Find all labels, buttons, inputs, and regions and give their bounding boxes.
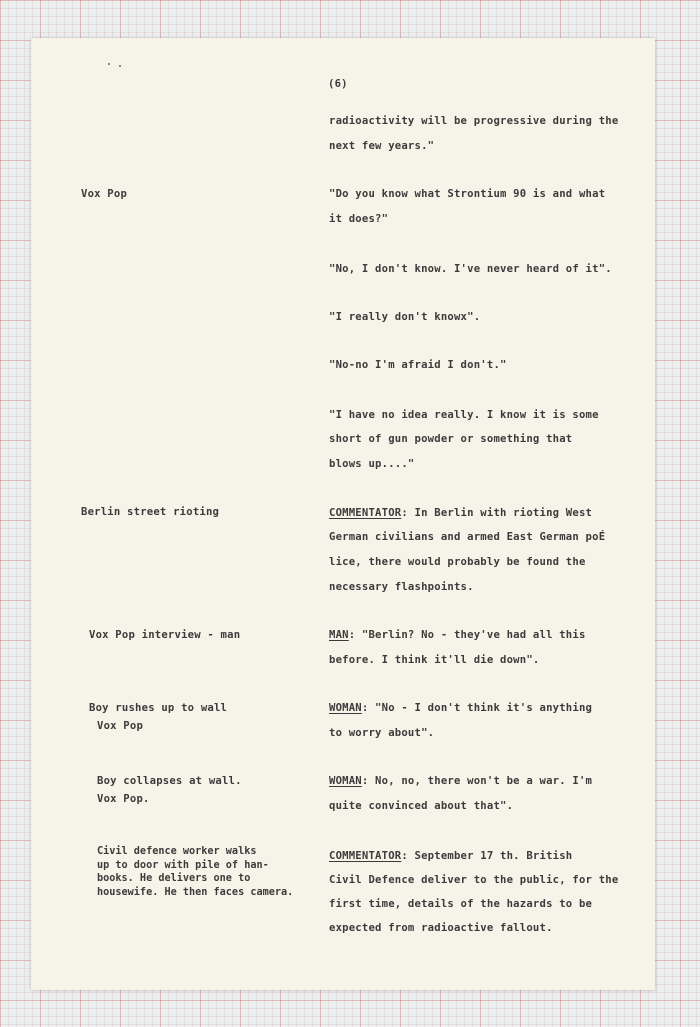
speaker-label: COMMENTATOR bbox=[329, 850, 402, 862]
dialogue-line: German civilians and armed East German poÉ bbox=[329, 531, 606, 543]
scene-direction: Boy collapses at wall. bbox=[97, 775, 242, 787]
dialogue-line: COMMENTATOR: In Berlin with rioting West bbox=[329, 507, 593, 519]
scene-direction: Berlin street rioting bbox=[81, 506, 220, 518]
ink-mark bbox=[119, 65, 121, 67]
speaker-label: MAN bbox=[329, 629, 349, 641]
dialogue-line: MAN: "Berlin? No - they've had all this bbox=[329, 629, 586, 641]
dialogue-line: Civil Defence deliver to the public, for the bbox=[329, 874, 619, 886]
speaker-label: WOMAN bbox=[329, 702, 362, 714]
dialogue-line: necessary flashpoints. bbox=[329, 581, 474, 593]
dialogue-line: it does?" bbox=[329, 213, 389, 225]
scene-direction: Civil defence worker walks up to door with pile of han- books. He delivers one to housewife. He then faces camera. bbox=[97, 846, 294, 898]
dialogue-line: "Do you know what Strontium 90 is and what bbox=[329, 188, 606, 200]
dialogue-line: to worry about". bbox=[329, 727, 435, 739]
dialogue-line: short of gun powder or something that bbox=[329, 433, 573, 445]
scene-direction: Vox Pop bbox=[81, 188, 128, 200]
dialogue-line: WOMAN: No, no, there won't be a war. I'm bbox=[329, 775, 593, 787]
dialogue-line: expected from radioactive fallout. bbox=[329, 922, 553, 934]
dialogue-line: next few years." bbox=[329, 140, 435, 152]
speaker-label: COMMENTATOR bbox=[329, 507, 402, 519]
scene-direction: Vox Pop. bbox=[97, 793, 150, 805]
dialogue-line: COMMENTATOR: September 17 th. British bbox=[329, 850, 573, 862]
dialogue-line: blows up...." bbox=[329, 458, 415, 470]
dialogue-line: quite convinced about that". bbox=[329, 800, 514, 812]
dialogue-line: radioactivity will be progressive during the bbox=[329, 115, 619, 127]
dialogue-line: "I have no idea really. I know it is some bbox=[329, 409, 599, 421]
scene-direction: Vox Pop interview - man bbox=[89, 629, 241, 641]
dialogue-line: "I really don't knowx". bbox=[329, 311, 481, 323]
dialogue-line: first time, details of the hazards to be bbox=[329, 898, 593, 910]
dialogue-line: before. I think it'll die down". bbox=[329, 654, 540, 666]
ink-mark bbox=[108, 63, 110, 65]
dialogue-line: "No, I don't know. I've never heard of it". bbox=[329, 263, 612, 275]
speaker-label: WOMAN bbox=[329, 775, 362, 787]
dialogue-line: "No-no I'm afraid I don't." bbox=[329, 359, 507, 371]
dialogue-line: lice, there would probably be found the bbox=[329, 556, 586, 568]
scene-direction: Vox Pop bbox=[97, 720, 144, 732]
scene-direction: Boy rushes up to wall bbox=[89, 702, 228, 714]
dialogue-line: WOMAN: "No - I don't think it's anything bbox=[329, 702, 593, 714]
page-number: (6) bbox=[328, 78, 348, 90]
